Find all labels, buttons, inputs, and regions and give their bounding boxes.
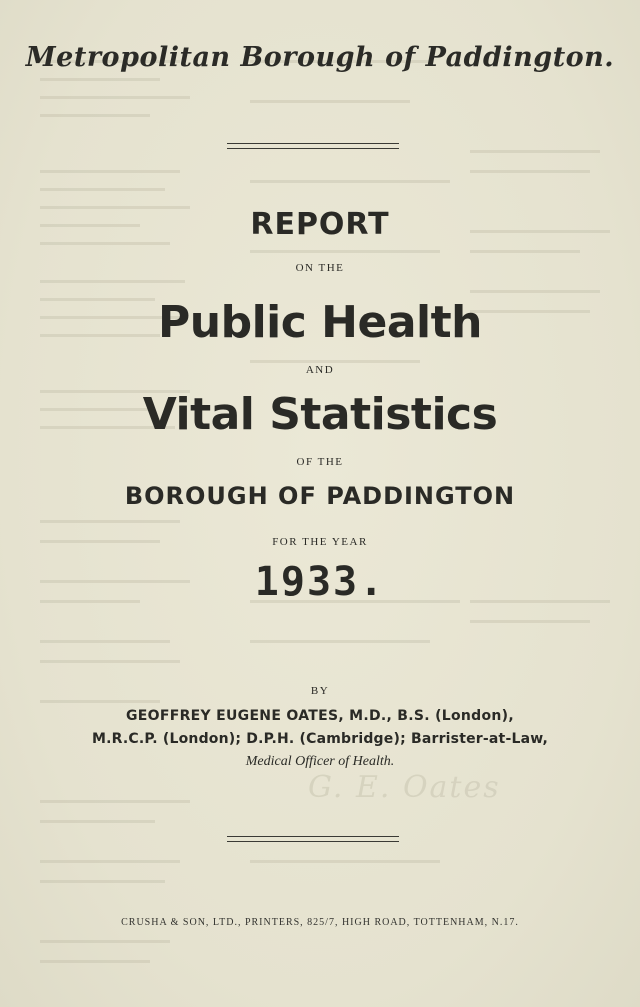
vital-statistics-heading: Vital Statistics	[142, 389, 498, 440]
bottom-double-rule	[227, 836, 399, 842]
author-title: Medical Officer of Health.	[245, 754, 395, 769]
report-year: 1933.	[254, 559, 386, 605]
of-the-text: OF THE	[296, 456, 344, 468]
printer-imprint: CRUSHA & SON, LTD., PRINTERS, 825/7, HIGH ROAD, TOTTENHAM, N.17.	[121, 917, 519, 928]
top-double-rule	[227, 143, 399, 149]
author-name-line: GEOFFREY EUGENE OATES, M.D., B.S. (London),	[125, 708, 514, 724]
borough-masthead: Metropolitan Borough of Paddington.	[25, 42, 615, 73]
and-text: AND	[305, 364, 335, 376]
author-qualifications-line: M.R.C.P. (London); D.P.H. (Cambridge); Barrister-at-Law,	[91, 731, 548, 747]
report-heading: REPORT	[250, 207, 390, 242]
on-the-text: ON THE	[295, 262, 345, 274]
public-health-heading: Public Health	[158, 297, 482, 348]
for-the-year-text: FOR THE YEAR	[272, 536, 368, 548]
by-text: BY	[310, 685, 330, 697]
borough-heading: BOROUGH OF PADDINGTON	[124, 482, 516, 510]
faint-signature: G. E. Oates	[308, 770, 501, 805]
